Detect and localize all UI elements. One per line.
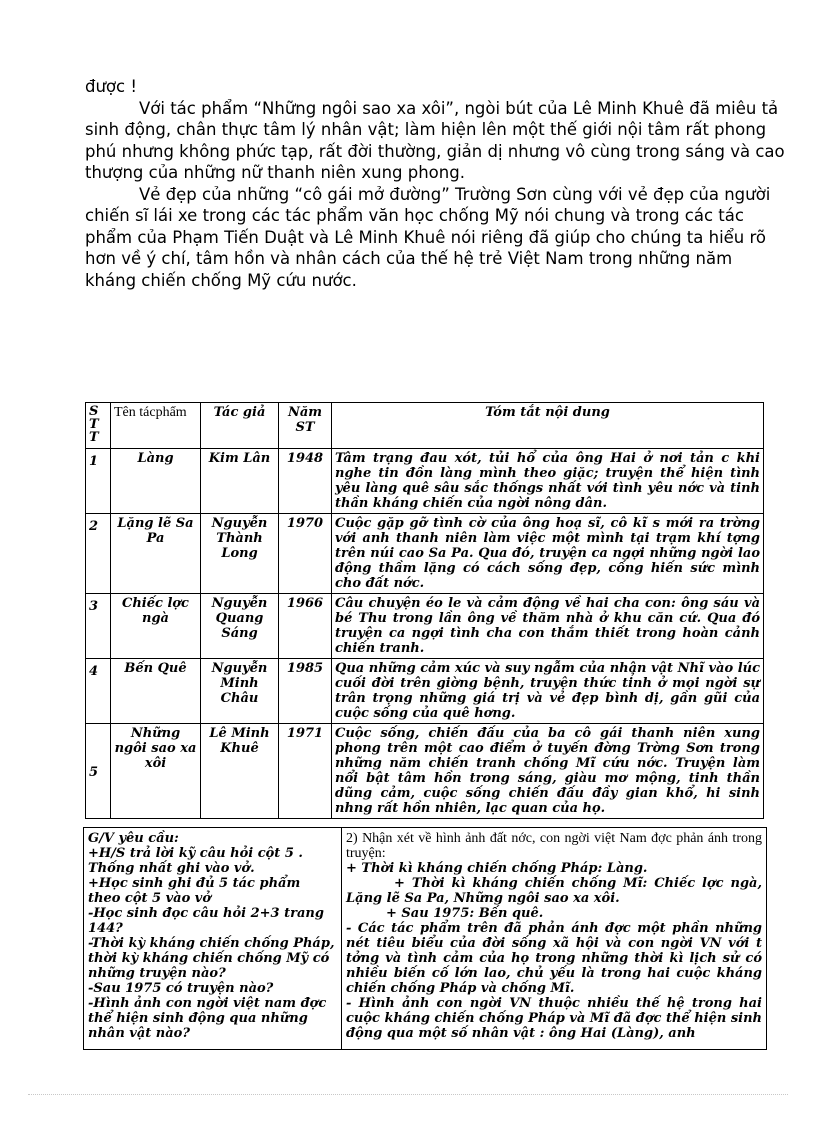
work-summary: Cuộc gặp gỡ tình cờ của ông hoạ sĩ, cô kĩ s mới ra trờng với anh thanh niên làm việc một mình tại trạm khí tợng trên núi cao Sa Pa. Qua đó, truyện ca ngợi những ngời lao động thầm lặng có cách sống đẹp, cống hiến sức mình cho đất nớc. xyxy=(332,514,764,594)
answer-line: - Các tác phẩm trên đã phản ánh đợc một phần những nét tiêu biểu của đời sống xã hội và con ngời VN với t tởng và tình cảm của họ trong những thời kì lịch sử có nhiều biến cố lớn lao, chủ yếu là trong hai cuộc kháng chiến chống Pháp và chống Mĩ. xyxy=(346,921,762,996)
work-author: Lê Minh Khuê xyxy=(201,724,279,819)
table-row xyxy=(86,449,764,514)
page-bottom-rule xyxy=(28,1094,788,1095)
work-year: 1985 xyxy=(279,659,332,724)
header-stt: S T T xyxy=(86,403,111,449)
header-author: Tác giả xyxy=(201,403,279,449)
work-title: Bến Quê xyxy=(111,659,201,724)
guide-line: +Học sinh ghi đủ 5 tác phẩm theo cột 5 vào vở xyxy=(88,876,301,906)
guide-line: -Hình ảnh con ngời việt nam đợc thể hiện sinh động qua những nhân vật nào? xyxy=(88,996,327,1041)
work-year: 1966 xyxy=(279,594,332,659)
essay-text xyxy=(85,76,785,291)
works-summary-table xyxy=(85,402,764,819)
work-summary: Câu chuyện éo le và cảm động về hai cha con: ông sáu và bé Thu trong lần ông về thăm nhà ở khu căn cứ. Qua đó truyện ca ngợi tình cha con thắm thiết trong hoàn cảnh chiến tranh. xyxy=(332,594,764,659)
paragraph-fragment: được ! xyxy=(85,77,137,96)
guide-line: -Sau 1975 có truyện nào? xyxy=(88,981,274,996)
answer-intro: 2) Nhận xét về hình ảnh đất nớc, con ngời việt Nam đợc phản ánh trong truyện: xyxy=(346,831,762,861)
guide-line: -Học sinh đọc câu hỏi 2+3 trang 144? xyxy=(88,906,324,936)
teacher-requirements xyxy=(84,828,342,1050)
guide-row xyxy=(84,828,767,1050)
work-author: Nguyễn Quang Sáng xyxy=(201,594,279,659)
work-author: Nguyễn Thành Long xyxy=(201,514,279,594)
row-number: 2 xyxy=(86,514,111,594)
header-year: Năm ST xyxy=(279,403,332,449)
guide-line: -Thời kỳ kháng chiến chống Pháp, thời kỳ kháng chiến chống Mỹ có những truyện nào? xyxy=(88,936,335,981)
work-title: Lặng lẽ Sa Pa xyxy=(111,514,201,594)
work-title: Những ngôi sao xa xôi xyxy=(111,724,201,819)
row-number: 3 xyxy=(86,594,111,659)
work-year: 1948 xyxy=(279,449,332,514)
work-year: 1970 xyxy=(279,514,332,594)
answer-line: + Thời kì kháng chiến chống Pháp: Làng. xyxy=(346,861,648,876)
answer-line: - Hình ảnh con ngời VN thuộc nhiều thế hệ trong hai cuộc kháng chiến chống Pháp và Mĩ đã đợc thể hiện sinh động qua một số nhân vật : ông Hai (Làng), anh xyxy=(346,996,763,1041)
work-title: Chiếc lợc ngà xyxy=(111,594,201,659)
row-number: 4 xyxy=(86,659,111,724)
table-row xyxy=(86,514,764,594)
answer-notes xyxy=(342,828,767,1050)
table-row xyxy=(86,659,764,724)
work-year: 1971 xyxy=(279,724,332,819)
work-author: Kim Lân xyxy=(201,449,279,514)
work-summary: Qua những cảm xúc và suy ngẫm của nhân vật Nhĩ vào lúc cuối đời trên giờng bệnh, truyện thức tỉnh ở mọi ngời sự trân trọng những giá trị và vẻ đẹp bình dị, gần gũi của cuộc sống của quê hơng. xyxy=(332,659,764,724)
work-summary: Cuộc sống, chiến đấu của ba cô gái thanh niên xung phong trên một cao điểm ở tuyến đờng Trờng Sơn trong những năm chiến tranh chống Mĩ cứu nớc. Truyện làm nổi bật tâm hồn trong sáng, giàu mơ mộng, tinh thần dũng cảm, cuộc sống chiến đấu đầy gian khổ, hi sinh nhng rất hồn nhiên, lạc quan của họ. xyxy=(332,724,764,819)
header-content: Tóm tắt nội dung xyxy=(332,403,764,449)
work-author: Nguyễn Minh Châu xyxy=(201,659,279,724)
row-number: 1 xyxy=(86,449,111,514)
table-header-row xyxy=(86,403,764,449)
header-name: Tên tácphẩm xyxy=(111,403,201,449)
table-row xyxy=(86,594,764,659)
teacher-guide-table xyxy=(83,827,767,1050)
guide-line: G/V yêu cầu: xyxy=(88,831,179,846)
paragraph-1: Với tác phẩm “Những ngôi sao xa xôi”, ngòi bút của Lê Minh Khuê đã miêu tả sinh động, chân thực tâm lý nhân vật; làm hiện lên một thế giới nội tâm rất phong phú nhưng không phức tạp, rất đời thường, giản dị nhưng vô cùng trong sáng và cao thượng của những nữ thanh niên xung phong. xyxy=(85,98,785,182)
table-row xyxy=(86,724,764,819)
row-number: 5 xyxy=(86,724,111,819)
answer-line: + Sau 1975: Bến quê. xyxy=(386,906,544,921)
work-title: Làng xyxy=(111,449,201,514)
paragraph-2: Vẻ đẹp của những “cô gái mở đường” Trường Sơn cùng với vẻ đẹp của người chiến sĩ lái xe trong các tác phẩm văn học chống Mỹ nói chung và trong các tác phẩm của Phạm Tiến Duật và Lê Minh Khuê nói riêng đã giúp cho chúng ta hiểu rõ hơn về ý chí, tâm hồn và nhân cách của thế hệ trẻ Việt Nam trong những năm kháng chiến chống Mỹ cứu nước. xyxy=(85,184,771,290)
guide-line: +H/S trả lời kỹ câu hỏi cột 5 . Thống nhất ghi vào vở. xyxy=(88,846,303,876)
work-summary: Tâm trạng đau xót, tủi hổ của ông Hai ở nơi tản c khi nghe tin đồn làng mình theo giặc; truyện thể hiện tình yêu làng quê sâu sắc thốngs nhất với tình yêu nớc và tinh thần kháng chiến của ngời nông dân. xyxy=(332,449,764,514)
answer-line: + Thời kì kháng chiến chống Mĩ: Chiếc lợc ngà, Lặng lẽ Sa Pa, Những ngôi sao xa xôi. xyxy=(346,876,762,906)
